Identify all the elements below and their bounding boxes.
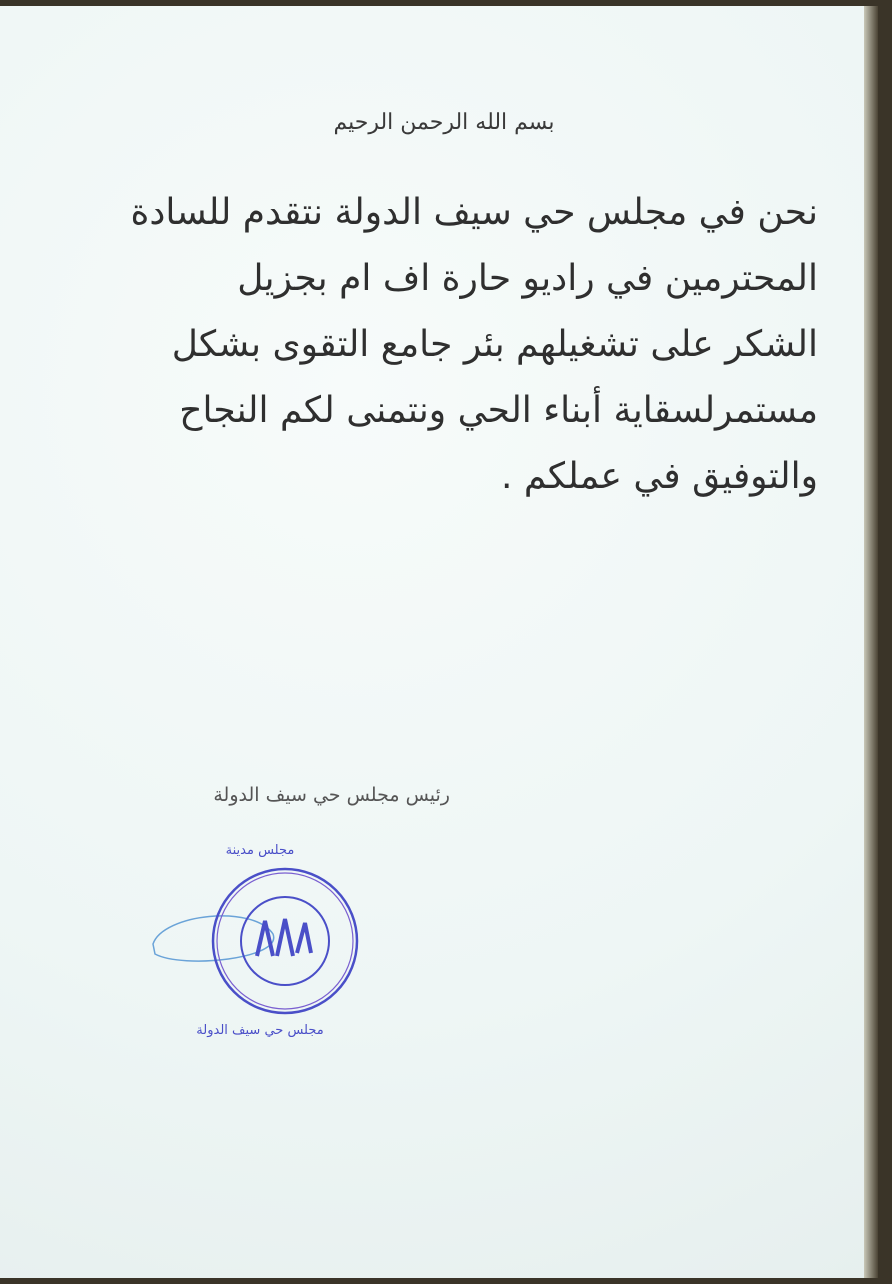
official-stamp-icon — [145, 866, 375, 1016]
page-edge-shadow — [864, 6, 878, 1278]
basmala-heading: بسم الله الرحمن الرحيم — [333, 110, 555, 135]
signer-title: رئيس مجلس حي سيف الدولة — [213, 784, 450, 806]
body-line: مستمرلسقاية أبناء الحي ونتمنى لكم النجاح — [179, 390, 818, 431]
body-line: المحترمين في راديو حارة اف ام بجزيل — [237, 258, 818, 299]
body-line: الشكر على تشغيلهم بئر جامع التقوى بشكل — [171, 324, 818, 365]
letter-page — [0, 6, 878, 1278]
letter-body — [70, 180, 818, 510]
body-line: نحن في مجلس حي سيف الدولة نتقدم للسادة — [130, 192, 818, 233]
official-stamp — [140, 840, 380, 1042]
stamp-top-text: مجلس مدينة — [225, 843, 295, 858]
body-line: والتوفيق في عملكم . — [501, 456, 818, 497]
stamp-bottom-text: مجلس حي سيف الدولة — [196, 1023, 324, 1038]
